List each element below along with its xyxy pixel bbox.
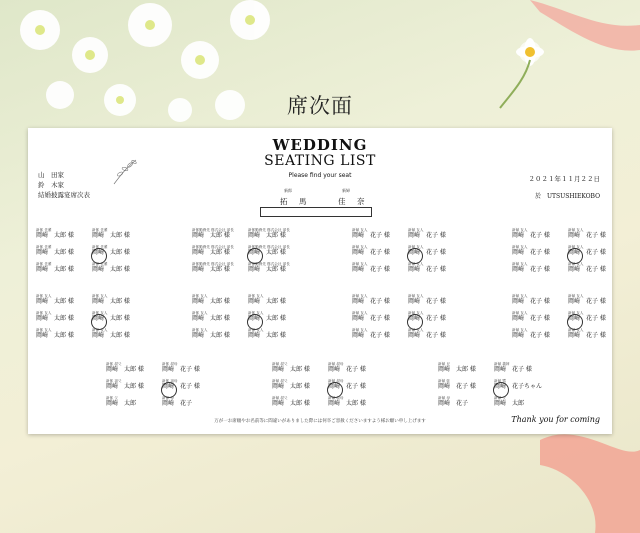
guest-name: 岡崎 花子 様 bbox=[512, 315, 550, 322]
guest-seat bbox=[36, 262, 96, 274]
guest-name: 岡崎 花子 様 bbox=[438, 383, 476, 390]
wedding-date: ２０２１年１１月２２日 bbox=[528, 175, 600, 183]
guest-seat bbox=[192, 311, 252, 323]
guest-name: 岡崎 太郎 様 bbox=[192, 249, 230, 256]
guest-relation: 新郎 友人 bbox=[192, 294, 208, 298]
guest-seat bbox=[568, 245, 628, 257]
guest-relation: 新郎 叔母 bbox=[162, 362, 178, 366]
guest-name: 岡崎 太郎 様 bbox=[36, 232, 74, 239]
guest-table bbox=[36, 228, 160, 282]
guest-seat bbox=[408, 294, 468, 306]
guest-name: 岡崎 花子 bbox=[438, 400, 469, 407]
ribbon-bottom-right-image bbox=[540, 420, 640, 533]
guest-seat bbox=[512, 262, 572, 274]
guest-seat bbox=[438, 362, 498, 374]
guest-name: 岡崎 太郎 様 bbox=[92, 249, 130, 256]
guest-relation: 新郎 先輩 bbox=[92, 245, 108, 249]
guest-name: 岡崎 太郎 様 bbox=[92, 315, 130, 322]
head-table bbox=[260, 207, 372, 217]
guest-table bbox=[438, 362, 562, 416]
guest-relation: 新婦 母 bbox=[438, 396, 450, 400]
guest-relation: 新婦 友人 bbox=[568, 228, 584, 232]
guest-seat bbox=[328, 379, 388, 391]
guest-relation: 新婦 友人 bbox=[512, 262, 528, 266]
guest-relation: 新婦 叔母 bbox=[328, 396, 344, 400]
guest-relation: 新婦 友人 bbox=[512, 328, 528, 332]
reception-label: 結婚披露宴席次表 bbox=[38, 191, 90, 199]
guest-seat bbox=[36, 228, 96, 240]
guest-seat bbox=[106, 396, 166, 408]
guest-name: 岡崎 花子 様 bbox=[568, 249, 606, 256]
couple-names bbox=[254, 188, 376, 216]
guest-relation: 新婦 友人 bbox=[352, 294, 368, 298]
guest-name: 岡崎 花子 様 bbox=[352, 266, 390, 273]
guest-name: 岡崎 花子 様 bbox=[512, 266, 550, 273]
guest-name: 岡崎 花子 様 bbox=[352, 298, 390, 305]
guest-seat bbox=[162, 379, 222, 391]
guest-seat bbox=[352, 228, 412, 240]
guest-relation: 新婦 友人 bbox=[568, 294, 584, 298]
guest-name: 岡崎 太郎 様 bbox=[92, 332, 130, 339]
guest-relation: 新郎 祖母 bbox=[162, 379, 178, 383]
guest-seat bbox=[36, 294, 96, 306]
guest-relation: 新婦 友人 bbox=[512, 228, 528, 232]
guest-name: 岡崎 花子 様 bbox=[352, 232, 390, 239]
guest-name: 岡崎 太郎 様 bbox=[248, 232, 286, 239]
guest-relation: 新郎 先輩 bbox=[92, 262, 108, 266]
guest-seat bbox=[352, 262, 412, 274]
guest-relation: 新婦 義姉 bbox=[494, 362, 510, 366]
guest-name: 岡崎 花子 様 bbox=[352, 249, 390, 256]
guest-name: 岡崎 花子 様 bbox=[408, 232, 446, 239]
guest-seat bbox=[92, 294, 152, 306]
guest-name: 岡崎 太郎 様 bbox=[248, 315, 286, 322]
guest-relation: 新郎 父 bbox=[106, 396, 118, 400]
guest-relation: 新郎 先輩 bbox=[36, 262, 52, 266]
guest-seat bbox=[106, 379, 166, 391]
guest-table bbox=[512, 294, 636, 348]
guest-relation: 新郎 友人 bbox=[92, 311, 108, 315]
page-title: 席次面 bbox=[287, 94, 353, 118]
guest-relation: 新婦 友人 bbox=[408, 294, 424, 298]
guest-relation: 新婦 友人 bbox=[408, 228, 424, 232]
guest-relation: 新婦 友人 bbox=[512, 245, 528, 249]
guest-seat bbox=[248, 262, 308, 274]
guest-table bbox=[192, 294, 316, 348]
guest-name: 岡崎 花子 様 bbox=[408, 315, 446, 322]
guest-name: 岡崎 花子 様 bbox=[568, 298, 606, 305]
guest-name: 岡崎 花子 様 bbox=[408, 298, 446, 305]
guest-seat bbox=[272, 379, 332, 391]
guest-name: 岡崎 太郎 様 bbox=[36, 266, 74, 273]
guest-name: 岡崎 太郎 様 bbox=[92, 232, 130, 239]
guest-relation: 新郎 先輩 bbox=[36, 228, 52, 232]
guest-relation: 新婦 友人 bbox=[568, 311, 584, 315]
guest-relation: 新婦 友人 bbox=[408, 245, 424, 249]
guest-name: 岡崎 花子ちゃん bbox=[494, 383, 543, 390]
guest-relation: 新郎 友人 bbox=[248, 294, 264, 298]
guest-seat bbox=[568, 228, 628, 240]
guest-name: 岡崎 花子 様 bbox=[352, 332, 390, 339]
guest-seat bbox=[36, 245, 96, 257]
guest-seat bbox=[192, 262, 252, 274]
guest-seat bbox=[568, 328, 628, 340]
guest-name: 岡崎 太郎 様 bbox=[438, 366, 476, 373]
guest-relation: 新婦 叔母 bbox=[328, 362, 344, 366]
guest-relation: 新郎 母 bbox=[162, 396, 174, 400]
guest-relation: 新婦 友人 bbox=[352, 311, 368, 315]
guest-relation: 新郎勤務先 株式会社 部長 bbox=[192, 262, 234, 266]
guest-relation: 新郎 友人 bbox=[92, 328, 108, 332]
guest-seat bbox=[352, 311, 412, 323]
bride-label: 新婦 bbox=[342, 188, 350, 193]
guest-seat bbox=[248, 228, 308, 240]
guest-name: 岡崎 花子 様 bbox=[512, 332, 550, 339]
guest-seat bbox=[568, 311, 628, 323]
wedding-venue: 於 UTSUSHIEKOBO bbox=[535, 193, 600, 200]
guest-relation: 新郎 友人 bbox=[248, 311, 264, 315]
guest-relation: 新婦 友人 bbox=[512, 311, 528, 315]
guest-relation: 新郎 先輩 bbox=[36, 245, 52, 249]
guest-name: 岡崎 太郎 bbox=[494, 400, 525, 407]
guest-name: 岡崎 花子 様 bbox=[512, 232, 550, 239]
guest-seat bbox=[272, 396, 332, 408]
groom-name: 拓 馬 bbox=[280, 197, 309, 206]
guest-name: 岡崎 太郎 様 bbox=[248, 298, 286, 305]
card-title-wedding: WEDDING bbox=[272, 136, 368, 154]
family-names bbox=[38, 170, 90, 200]
guest-table bbox=[512, 228, 636, 282]
guest-table bbox=[352, 228, 476, 282]
guest-relation: 新郎 叔父 bbox=[106, 362, 122, 366]
guest-seat bbox=[352, 328, 412, 340]
guest-relation: 新婦 友人 bbox=[512, 294, 528, 298]
guest-name: 岡崎 太郎 様 bbox=[106, 366, 144, 373]
card-subtitle: Please find your seat bbox=[288, 172, 352, 179]
family-name-2: 鈴 木家 bbox=[38, 181, 64, 189]
guest-seat bbox=[328, 396, 388, 408]
guest-seat bbox=[92, 228, 152, 240]
leaf-branch-icon bbox=[112, 156, 138, 186]
thank-you-text: Thank you for coming bbox=[511, 415, 600, 424]
guest-relation: 新婦 兄 bbox=[438, 362, 450, 366]
guest-relation: 新郎 友人 bbox=[192, 328, 208, 332]
guest-name: 岡崎 花子 様 bbox=[512, 298, 550, 305]
guest-seat bbox=[512, 228, 572, 240]
seating-chart-card bbox=[28, 128, 612, 434]
guest-name: 岡崎 花子 様 bbox=[568, 266, 606, 273]
guest-relation: 新婦 友人 bbox=[352, 245, 368, 249]
guest-seat bbox=[512, 328, 572, 340]
guest-relation: 新郎 友人 bbox=[36, 328, 52, 332]
guest-name: 岡崎 太郎 様 bbox=[272, 400, 310, 407]
guest-seat bbox=[36, 328, 96, 340]
guest-seat bbox=[92, 311, 152, 323]
groom-label: 新郎 bbox=[284, 188, 292, 193]
guest-relation: 新郎 友人 bbox=[92, 294, 108, 298]
guest-name: 岡崎 花子 様 bbox=[568, 315, 606, 322]
guest-name: 岡崎 太郎 様 bbox=[328, 400, 366, 407]
guest-seat bbox=[352, 245, 412, 257]
guest-seat bbox=[408, 245, 468, 257]
family-name-1: 山 田家 bbox=[38, 171, 64, 179]
guest-seat bbox=[494, 396, 554, 408]
guest-seat bbox=[248, 311, 308, 323]
guest-relation: 新婦 友人 bbox=[352, 328, 368, 332]
guest-name: 岡崎 花子 様 bbox=[408, 332, 446, 339]
guest-seat bbox=[248, 294, 308, 306]
guest-name: 岡崎 太郎 様 bbox=[36, 332, 74, 339]
guest-relation: 新郎勤務先 株式会社 部長 bbox=[248, 262, 290, 266]
guest-relation: 新婦 父 bbox=[494, 396, 506, 400]
guest-seat bbox=[106, 362, 166, 374]
guest-name: 岡崎 太郎 bbox=[106, 400, 137, 407]
guest-name: 岡崎 太郎 様 bbox=[36, 249, 74, 256]
guest-seat bbox=[512, 294, 572, 306]
guest-seat bbox=[408, 311, 468, 323]
guest-name: 岡崎 花子 様 bbox=[568, 232, 606, 239]
guest-seat bbox=[92, 328, 152, 340]
guest-seat bbox=[568, 294, 628, 306]
guest-relation: 新婦 友人 bbox=[408, 311, 424, 315]
card-title-seating-list: SEATING LIST bbox=[264, 153, 376, 169]
guest-name: 岡崎 花子 様 bbox=[352, 315, 390, 322]
guest-name: 岡崎 花子 様 bbox=[512, 249, 550, 256]
guest-relation: 新婦 甥 bbox=[494, 379, 506, 383]
guest-name: 岡崎 花子 様 bbox=[328, 366, 366, 373]
guest-name: 岡崎 花子 様 bbox=[328, 383, 366, 390]
guest-name: 岡崎 太郎 様 bbox=[106, 383, 144, 390]
guest-relation: 新婦 叔父 bbox=[272, 362, 288, 366]
guest-relation: 新郎 友人 bbox=[36, 294, 52, 298]
guest-table bbox=[352, 294, 476, 348]
guest-relation: 新郎勤務先 株式会社 部長 bbox=[192, 245, 234, 249]
guest-name: 岡崎 花子 様 bbox=[568, 332, 606, 339]
guest-seat bbox=[568, 262, 628, 274]
guest-seat bbox=[192, 328, 252, 340]
guest-relation: 新婦 友人 bbox=[568, 262, 584, 266]
guest-seat bbox=[192, 228, 252, 240]
guest-name: 岡崎 太郎 様 bbox=[272, 383, 310, 390]
bride-name: 佳 奈 bbox=[338, 197, 367, 206]
guest-table bbox=[192, 228, 316, 282]
guest-seat bbox=[438, 379, 498, 391]
guest-seat bbox=[494, 379, 554, 391]
guest-relation: 新婦 友人 bbox=[568, 328, 584, 332]
guest-seat bbox=[272, 362, 332, 374]
guest-name: 岡崎 花子 様 bbox=[408, 266, 446, 273]
guest-seat bbox=[162, 362, 222, 374]
guest-relation: 新婦 友人 bbox=[352, 228, 368, 232]
guest-name: 岡崎 太郎 様 bbox=[248, 332, 286, 339]
guest-seat bbox=[408, 328, 468, 340]
guest-relation: 新郎 友人 bbox=[192, 311, 208, 315]
guest-table bbox=[36, 294, 160, 348]
guest-name: 岡崎 太郎 様 bbox=[248, 249, 286, 256]
guest-seat bbox=[494, 362, 554, 374]
guest-seat bbox=[92, 262, 152, 274]
guest-relation: 新郎 祖父 bbox=[106, 379, 122, 383]
guest-seat bbox=[36, 311, 96, 323]
guest-name: 岡崎 太郎 様 bbox=[248, 266, 286, 273]
guest-relation: 新郎 先輩 bbox=[92, 228, 108, 232]
guest-name: 岡崎 花子 様 bbox=[408, 249, 446, 256]
guest-relation: 新郎勤務先 株式会社 部長 bbox=[248, 245, 290, 249]
guest-name: 岡崎 花子 様 bbox=[494, 366, 532, 373]
guest-name: 岡崎 太郎 様 bbox=[192, 315, 230, 322]
guest-name: 岡崎 花子 様 bbox=[162, 383, 200, 390]
guest-seat bbox=[438, 396, 498, 408]
guest-seat bbox=[248, 245, 308, 257]
guest-name: 岡崎 太郎 様 bbox=[36, 315, 74, 322]
guest-seat bbox=[192, 245, 252, 257]
guest-relation: 新郎勤務先 株式会社 部長 bbox=[248, 228, 290, 232]
guest-relation: 新婦 友人 bbox=[408, 328, 424, 332]
guest-seat bbox=[352, 294, 412, 306]
guest-relation: 新郎勤務先 株式会社 部長 bbox=[192, 228, 234, 232]
guest-name: 岡崎 花子 bbox=[162, 400, 193, 407]
guest-seat bbox=[408, 262, 468, 274]
guest-seat bbox=[328, 362, 388, 374]
guest-relation: 新婦 友人 bbox=[568, 245, 584, 249]
guest-name: 岡崎 太郎 様 bbox=[192, 332, 230, 339]
guest-name: 岡崎 花子 様 bbox=[162, 366, 200, 373]
guest-relation: 新婦 叔父 bbox=[272, 379, 288, 383]
guest-seat bbox=[92, 245, 152, 257]
guest-table bbox=[106, 362, 230, 416]
guest-name: 岡崎 太郎 様 bbox=[272, 366, 310, 373]
guest-name: 岡崎 太郎 様 bbox=[36, 298, 74, 305]
guest-table bbox=[272, 362, 396, 416]
guest-seat bbox=[248, 328, 308, 340]
footer-note: 万が一お席順やお名前等に間違いがありました際には何卒ご容赦くださいますよう様お願い申し上げます bbox=[214, 419, 426, 424]
guest-name: 岡崎 太郎 様 bbox=[92, 266, 130, 273]
guest-relation: 新婦 友人 bbox=[408, 262, 424, 266]
guest-seat bbox=[162, 396, 222, 408]
guest-seat bbox=[512, 311, 572, 323]
guest-name: 岡崎 太郎 様 bbox=[192, 298, 230, 305]
guest-relation: 新婦 叔父 bbox=[272, 396, 288, 400]
guest-relation: 新郎 友人 bbox=[36, 311, 52, 315]
guest-seat bbox=[408, 228, 468, 240]
guest-relation: 新婦 友人 bbox=[352, 262, 368, 266]
guest-relation: 新郎 友人 bbox=[248, 328, 264, 332]
guest-name: 岡崎 太郎 様 bbox=[192, 232, 230, 239]
guest-seat bbox=[512, 245, 572, 257]
guest-seat bbox=[192, 294, 252, 306]
guest-relation: 新婦 姪 bbox=[438, 379, 450, 383]
guest-name: 岡崎 太郎 様 bbox=[192, 266, 230, 273]
guest-relation: 新婦 叔母 bbox=[328, 379, 344, 383]
guest-name: 岡崎 太郎 様 bbox=[92, 298, 130, 305]
